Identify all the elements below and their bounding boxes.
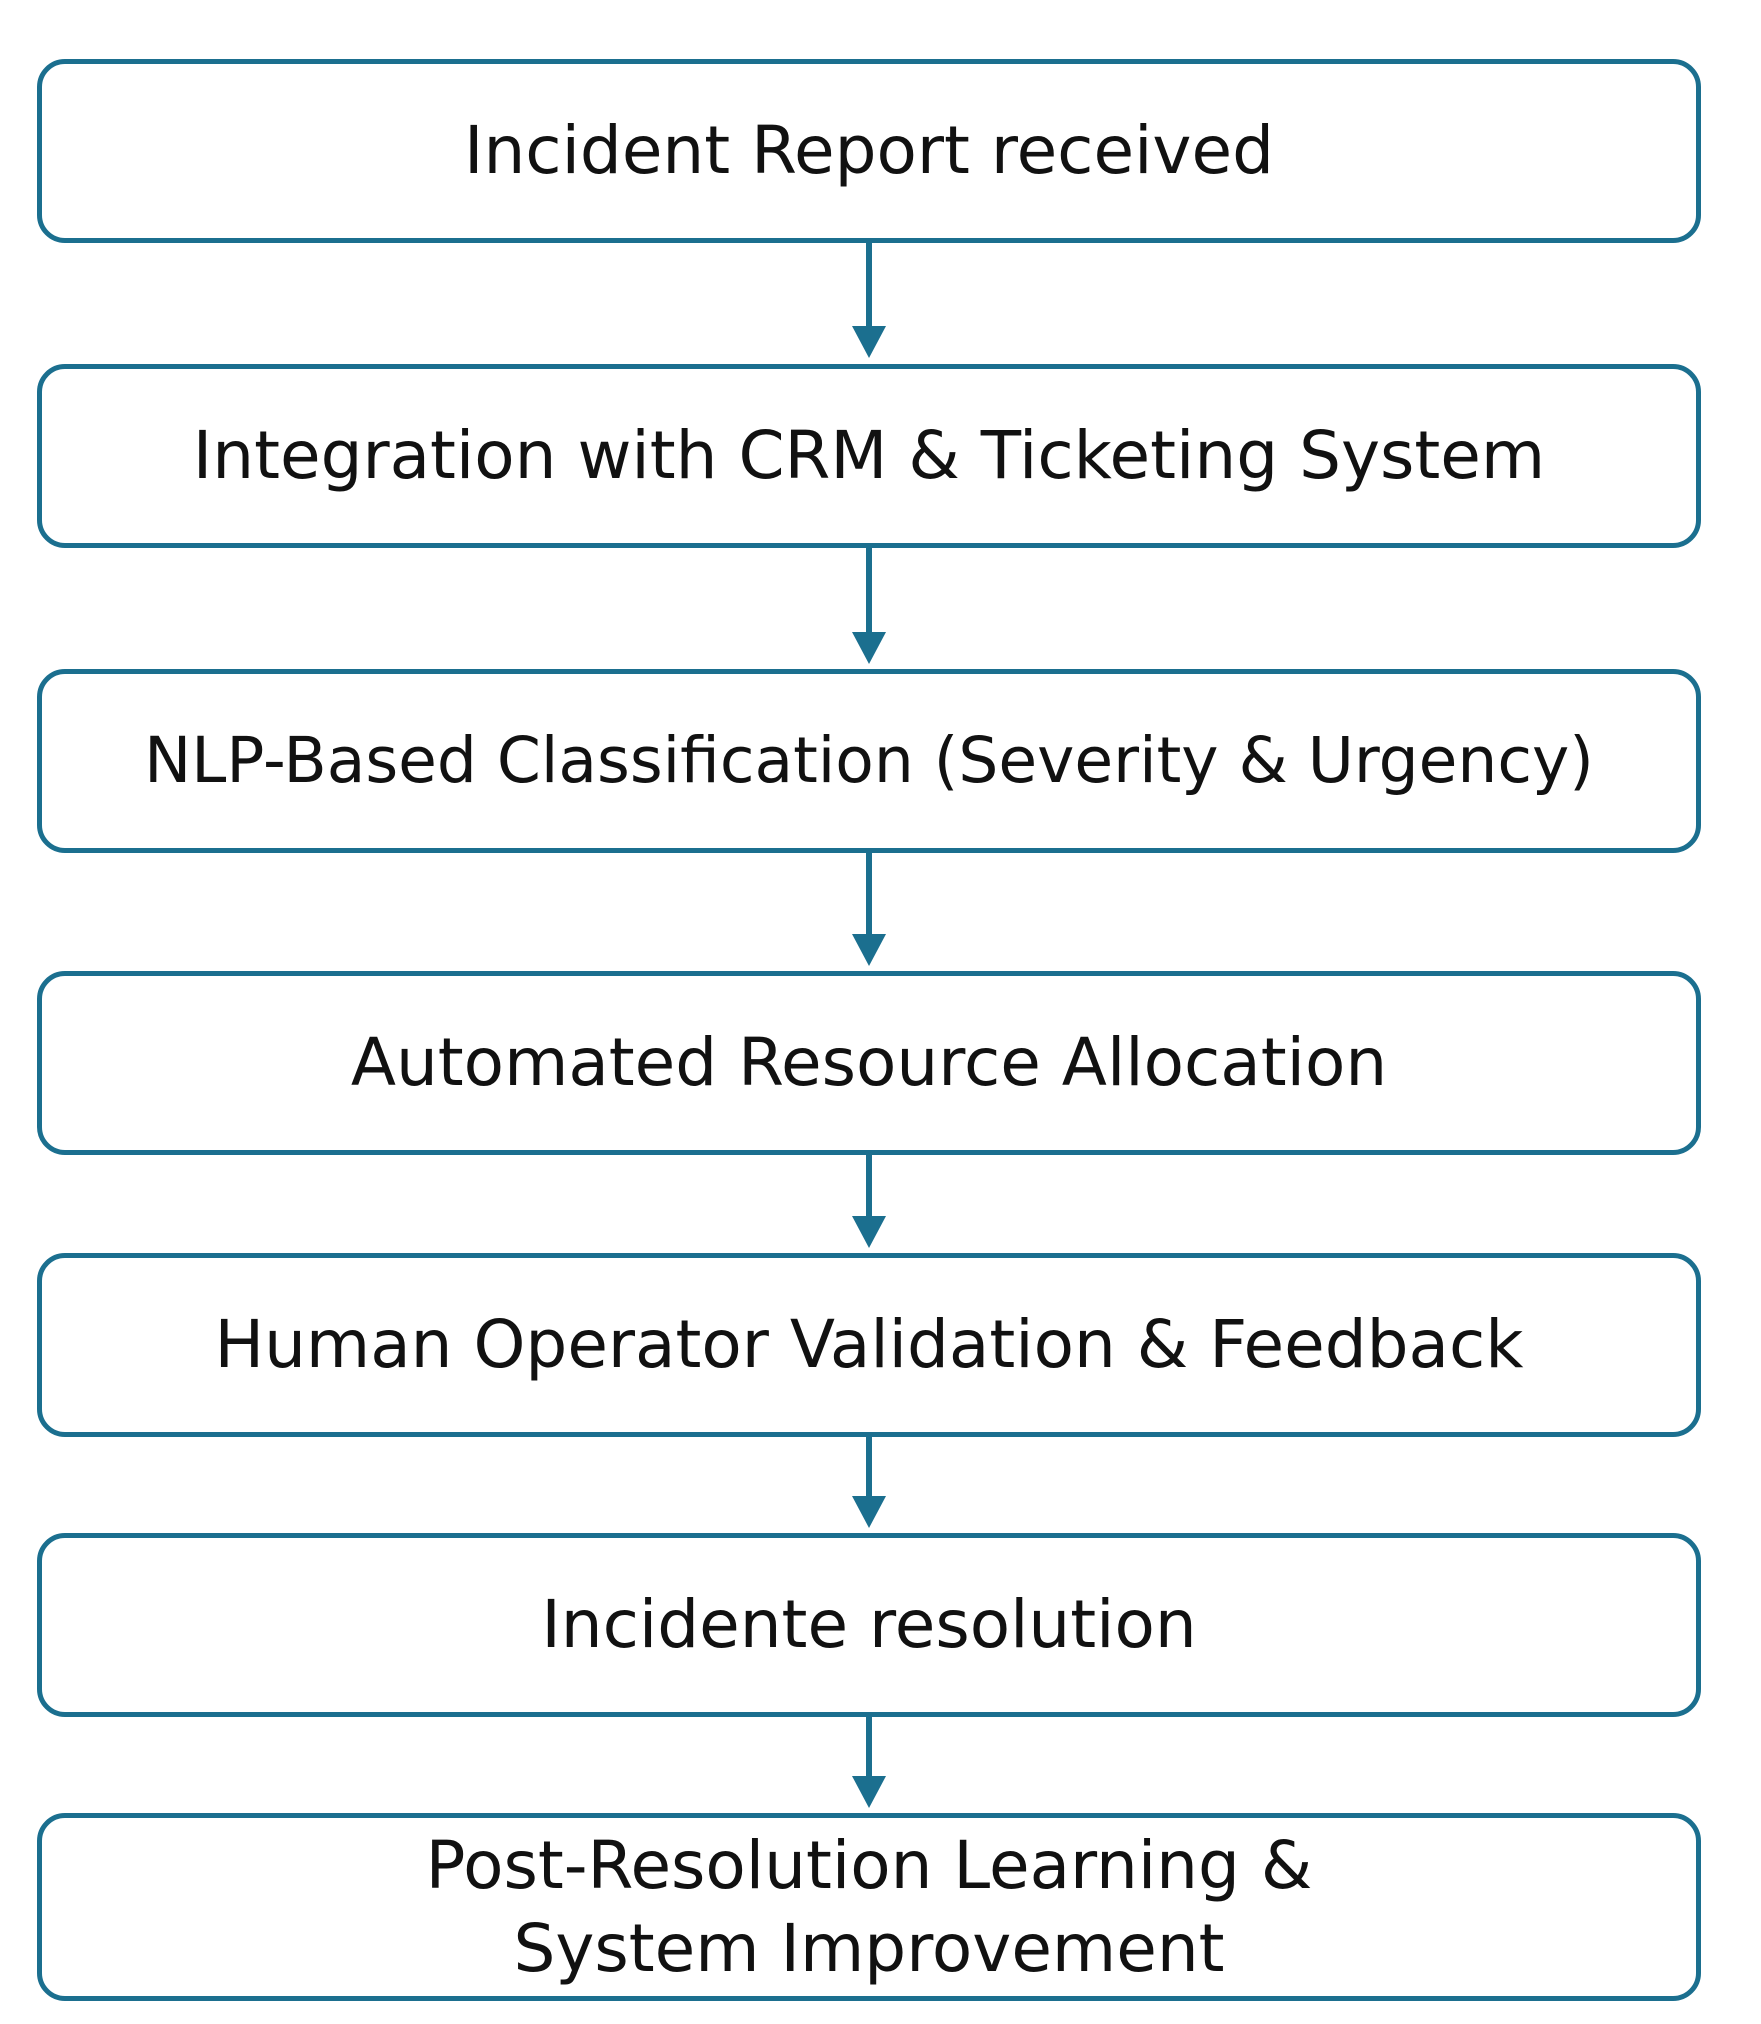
arrow-6-to-7 [852,1717,886,1808]
step-incident-report-received [37,59,1701,243]
step-human-operator-validation [37,1253,1701,1437]
step-label: Automated Resource Allocation [350,1024,1388,1102]
step-automated-resource-allocation [37,971,1701,1155]
step-incident-resolution [37,1533,1701,1717]
arrow-1-to-2 [852,243,886,358]
step-label: NLP-Based Classification (Severity & Urgency) [144,724,1594,798]
arrow-2-to-3 [852,548,886,664]
step-crm-ticketing-integration [37,364,1701,548]
step-label: Human Operator Validation & Feedback [214,1306,1524,1384]
step-label: Post-Resolution Learning & System Improvement [425,1826,1313,1987]
arrow-3-to-4 [852,853,886,966]
step-post-resolution-learning [37,1813,1701,2001]
step-label: Incidente resolution [541,1586,1197,1664]
step-label: Integration with CRM & Ticketing System [192,417,1546,495]
arrow-5-to-6 [852,1437,886,1528]
arrow-4-to-5 [852,1155,886,1248]
step-label: Incident Report received [464,112,1274,190]
step-nlp-classification [37,669,1701,853]
